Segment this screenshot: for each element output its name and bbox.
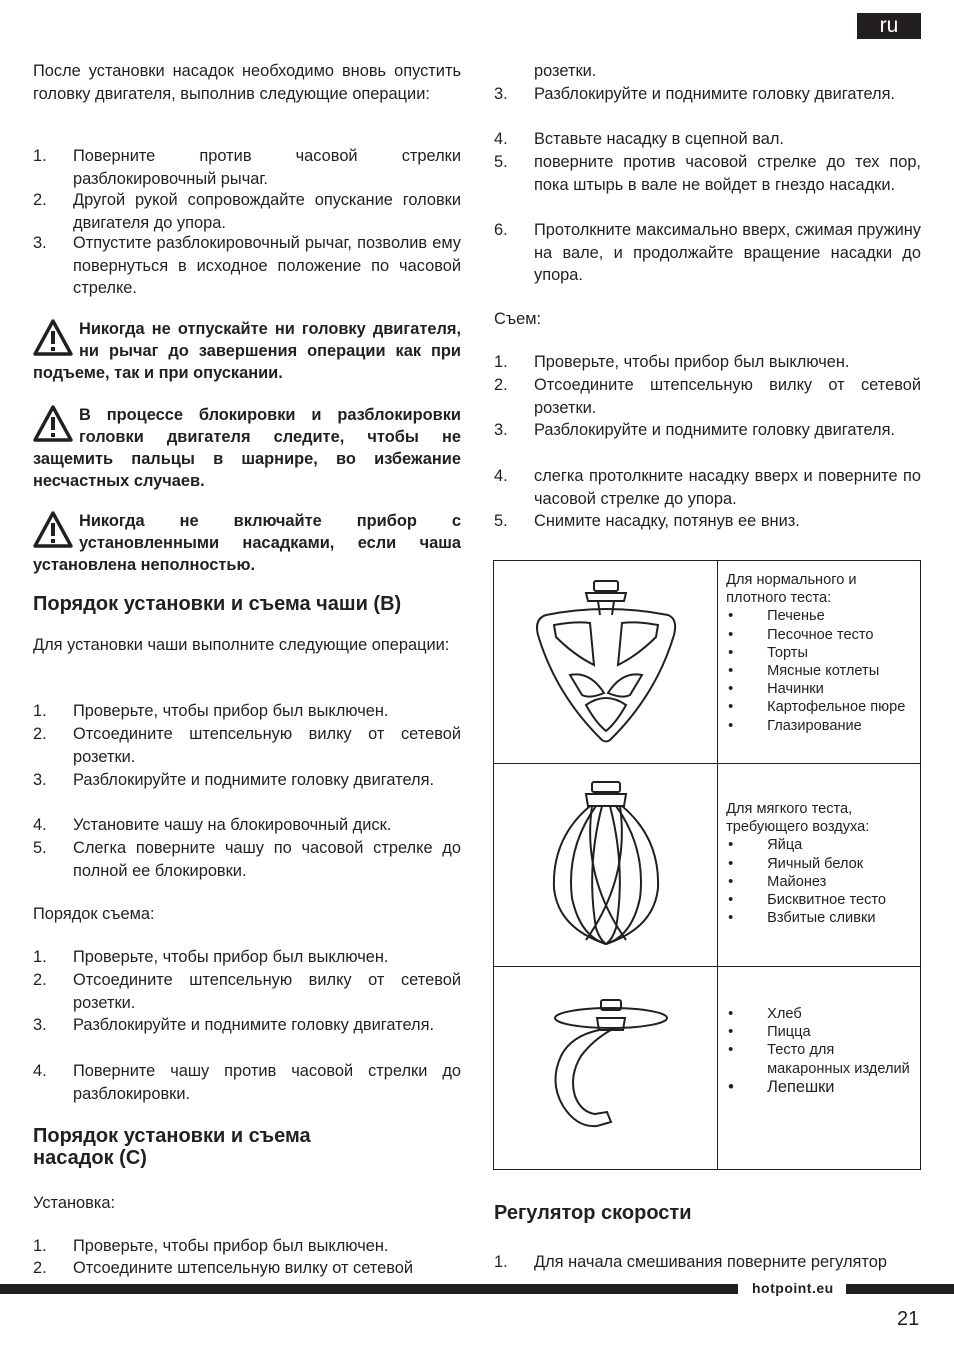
- bowl-install-step: 2. Отсоедините штепсельную вилку от сетевой розетки.: [33, 725, 461, 766]
- continued-text: розетки.: [534, 62, 597, 80]
- language-badge: ru: [857, 13, 921, 39]
- list-item: • Майонез: [726, 873, 920, 891]
- footer-bar: [0, 1284, 738, 1294]
- attach-removal-step: 1. Проверьте, чтобы прибор был выключен.: [494, 353, 850, 371]
- bowl-install-step: 1. Проверьте, чтобы прибор был выключен.: [33, 702, 389, 720]
- install-label: Установка:: [33, 1194, 116, 1212]
- list-item: • Яйца: [726, 836, 920, 854]
- table-row: [494, 764, 921, 967]
- bowl-heading: Порядок установки и съема чаши (B): [33, 593, 402, 615]
- list-item: • Тесто для макаронных изделий: [726, 1041, 920, 1077]
- usage-intro: Для нормального и плотного теста:: [726, 572, 857, 607]
- bowl-removal-step: 4. Поверните чашу против часовой стрелки до разблокировки.: [33, 1062, 461, 1103]
- removal-label: Съем:: [494, 310, 542, 328]
- picture-cell: [494, 764, 718, 967]
- bowl-intro: Для установки чаши выполните следующие операции:: [33, 636, 450, 654]
- attach-install-step: 6. Протолкните максимально вверх, сжимая пружину на вале, и продолжайте вращение насадки до упора.: [494, 221, 921, 284]
- info-cell: [718, 967, 921, 1170]
- table-row: [494, 561, 921, 764]
- attach-install-step: 3. Разблокируйте и поднимите головку двигателя.: [494, 85, 896, 103]
- dough-hook-icon: [541, 996, 671, 1136]
- attachments-heading: Порядок установки и съема насадок (С): [33, 1125, 311, 1169]
- list-item: • Хлеб: [726, 1005, 920, 1023]
- attach-removal-step: 2. Отсоедините штепсельную вилку от сетевой розетки.: [494, 376, 921, 417]
- attach-removal-step: 3. Разблокируйте и поднимите головку двигателя.: [494, 421, 896, 439]
- list-item: • Печенье: [726, 607, 920, 625]
- list-item: • Лепешки: [726, 1078, 920, 1096]
- warning-block: [33, 510, 461, 576]
- usage-list: [726, 607, 920, 734]
- lower-step: 2. Другой рукой сопровождайте опускание головки двигателя до упора.: [33, 191, 461, 232]
- page-number: 21: [897, 1308, 920, 1330]
- warning-block: [33, 318, 461, 384]
- bowl-removal-step: 2. Отсоедините штепсельную вилку от сетевой розетки.: [33, 971, 461, 1012]
- wire-whisk-icon: [546, 778, 666, 948]
- list-item: • Торты: [726, 644, 920, 662]
- table-row: [494, 967, 921, 1170]
- brand-label: hotpoint.eu: [752, 1280, 834, 1296]
- attach-install-step: 2. Отсоедините штепсельную вилку от сетевой: [33, 1259, 414, 1277]
- intro-paragraph: После установки насадок необходимо вновь опустить головку двигателя, выполнив следующие операции:: [33, 62, 461, 103]
- list-item: • Взбитые сливки: [726, 909, 920, 927]
- list-item: • Яичный белок: [726, 855, 920, 873]
- warning-text: Никогда не включайте прибор с установленными насадками, если чаша установлена неполностью.: [33, 512, 461, 574]
- usage-list: [726, 1005, 920, 1096]
- picture-cell: [494, 561, 718, 764]
- attach-install-step: 4. Вставьте насадку в сцепной вал.: [494, 130, 784, 148]
- bowl-removal-step: 1. Проверьте, чтобы прибор был выключен.: [33, 948, 389, 966]
- footer-bar: [846, 1284, 954, 1294]
- lower-step: 1. Поверните против часовой стрелки разблокировочный рычаг.: [33, 147, 461, 188]
- list-item: • Песочное тесто: [726, 626, 920, 644]
- warning-icon: [33, 404, 73, 444]
- usage-intro: Для мягкого теста, требующего воздуха:: [726, 801, 870, 836]
- attachments-table: [493, 560, 921, 1170]
- attach-install-step: 5. поверните против часовой стрелке до тех пор, пока штырь в вале не войдет в гнездо насадки.: [494, 153, 921, 194]
- list-item: • Глазирование: [726, 717, 920, 735]
- bowl-install-step: 4. Установите чашу на блокировочный диск.: [33, 816, 392, 834]
- bowl-removal-step: 3. Разблокируйте и поднимите головку двигателя.: [33, 1016, 435, 1034]
- bowl-removal-label: Порядок съема:: [33, 905, 155, 923]
- warning-icon: [33, 510, 73, 550]
- warning-block: [33, 404, 461, 492]
- attach-removal-step: 4. слегка протолкните насадку вверх и поверните по часовой стрелке до упора.: [494, 467, 921, 508]
- list-item: • Пицца: [726, 1023, 920, 1041]
- speed-step: 1. Для начала смешивания поверните регулятор: [494, 1253, 887, 1271]
- list-item: • Картофельное пюре: [726, 698, 920, 716]
- list-item: • Бисквитное тесто: [726, 891, 920, 909]
- info-cell: [718, 764, 921, 967]
- warning-text: Никогда не отпускайте ни головку двигателя, ни рычаг до завершения операции как при подъеме, так и при опускании.: [33, 320, 461, 382]
- attach-removal-step: 5. Снимите насадку, потянув ее вниз.: [494, 512, 800, 530]
- speed-heading: Регулятор скорости: [494, 1202, 692, 1224]
- picture-cell: [494, 967, 718, 1170]
- list-item: • Мясные котлеты: [726, 662, 920, 680]
- list-item: • Начинки: [726, 680, 920, 698]
- usage-list: [726, 836, 920, 927]
- attach-install-step: 1. Проверьте, чтобы прибор был выключен.: [33, 1237, 389, 1255]
- warning-icon: [33, 318, 73, 358]
- bowl-install-step: 5. Слегка поверните чашу по часовой стрелке до полной ее блокировки.: [33, 839, 461, 880]
- bowl-install-step: 3. Разблокируйте и поднимите головку двигателя.: [33, 771, 435, 789]
- warning-text: В процессе блокировки и разблокировки головки двигателя следите, чтобы не защемить пальцы в шарнире, во избежание несчастных случаев.: [33, 406, 461, 490]
- lower-step: 3. Отпустите разблокировочный рычаг, позволив ему повернуться в исходное положение по часовой стрелке.: [33, 234, 461, 297]
- flat-beater-icon: [526, 575, 686, 745]
- info-cell: [718, 561, 921, 764]
